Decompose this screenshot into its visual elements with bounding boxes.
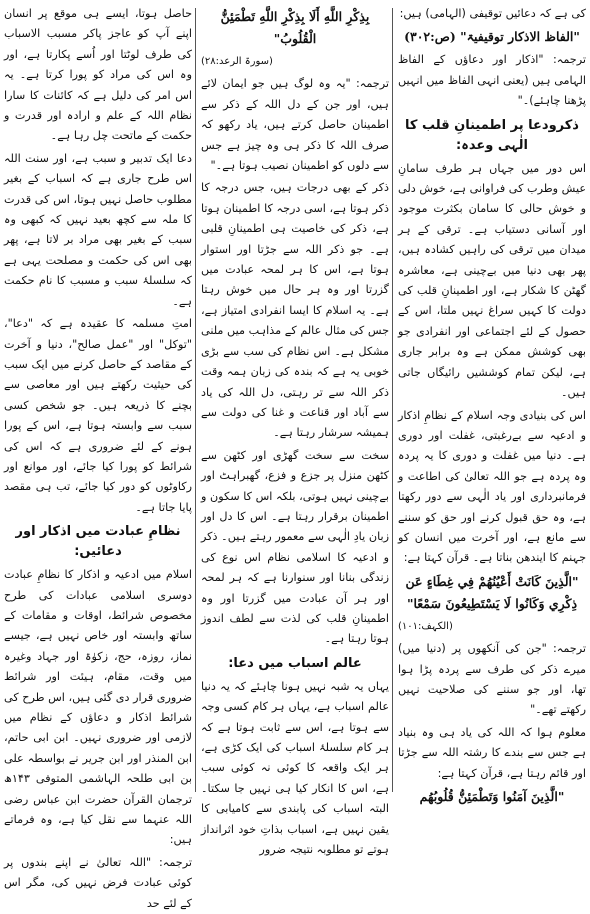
paragraph: سخت سے سخت گھڑی اور کٹھن سے کٹھن منزل پر جزع و فزع، گھبراہٹ اور بےچینی نہیں ہوتی، بلکہ اس کا سکون و اطمینان برقرار رہتا ہے۔ اس کا دل اور زبان یادِ الٰہی سے معمور رہتے ہیں۔ ذکر و ادعیہ کا اسلامی نظام اس نوع کی زندگی بنانا اور سنوارنا ہے کہ ہر لمحہ اور ہر آن عبادت میں گزرتا اور وہ اطمینانِ قلب کی لذت سے لطف اندوز ہوتا رہتا ہے۔ [201, 448, 389, 646]
paragraph: ترجمہ: "اذکار اور دعاؤں کے الفاظ الہامی ہیں (یعنی انہی الفاظ میں انہیں پڑھنا چاہئے)۔" [398, 53, 586, 108]
arabic-quote: "الَّذِينَ آمَنُوا وَتَطْمَئِنُّ قُلُوبُهُم [419, 789, 565, 804]
section-heading: عالم اسباب میں دعا: [228, 655, 362, 671]
column-middle [201, 4, 389, 857]
paragraph: دعا ایک تدبیر و سبب ہے، اور سنت اللہ اس طرح جاری ہے کہ اسباب کے بغیر مطلوب حاصل نہیں ہوتا، اس کی قدرت کا ملہ سے کچھ بعید نہیں کہ کبھی وہ سبب کے بغیر بھی مراد بر لاتا ہے، پھر بھی اس کی حکمت و مصلحت یہی ہے کہ سلسلۂ سبب و مسبب کا نام حکمت ہے۔ [4, 151, 192, 308]
translation: ترجمہ: "اللہ تعالیٰ نے اپنے بندوں پر کوئی عبادت فرض نہیں کی، مگر اس کے لئے حد [4, 855, 192, 910]
paragraph: امتِ مسلمہ کا عقیدہ ہے کہ "دعا"، "توکل" اور "عمل صالح"، دنیا و آخرت کے مقاصد کے حاصل کرنے میں ایک سبب کی حیثیت رکھتے ہیں اور معاصی سے بچنے کا ذریعہ ہیں۔ جو شخص کسی سبب سے وابستہ ہوتا ہے، اس کے پورا ہونے کے لئے ضروری ہے کہ اس کی شرائط کو پورا کیا جائے، اور موانع اور رکاوٹوں کو دور کیا جائے، تب ہی مقصد پایا جاتا ہے۔ [4, 317, 192, 514]
paragraph: ذکر کے بھی درجات ہیں، جس درجہ کا ذکر ہوتا ہے، اسی درجہ کا اطمینان ہوتا ہے، ذکر کی خاصیت ہی اطمینانِ قلبی ہے۔ جو ذکر اللہ سے جڑتا اور استوار ہوتا ہے، اس کا ہر لمحہ عبادت میں گزرتا اور وہ ہر حال میں خوش رہتا ہے۔ یہ اسلام کا ایسا انفرادی امتیاز ہے، جس کی مثال عالم کے مذاہب میں ملنی مشکل ہے۔ اس نظام کی سب سے بڑی خوبی یہ ہے کہ بندہ کی زبان ہمہ وقت ذکر اللہ سے تر رہتی، دل اللہ کی یاد سے آباد اور قناعت و غنا کی دولت سے ہمیشہ سرشار رہتا ہے۔ [201, 181, 389, 440]
column-left [4, 4, 192, 910]
paragraph: اس دور میں جہاں ہر طرف سامانِ عیش وطرب کی فراوانی ہے، خوش دلی و خوش حالی کا سامان بکثرت موجود اور آسانی دستیاب ہے۔ ترقی کے ہر میدان میں ترقی کی راہیں کشادہ ہیں، پھر بھی دنیا میں بےچینی ہے، معاشرہ گھٹن کا شکار ہے، اور اطمینانِ قلب کی دولت کا کہیں سراغ نہیں ملتا، اس کے حصول کے لئے اجتماعی اور انفرادی جو بھی کوشش ممکن ہے وہ برابر جاری ہے، لیکن تمام کوششیں رائیگاں جاتی ہیں۔ [398, 161, 586, 400]
paragraph: اس کی بنیادی وجہ اسلام کے نظامِ اذکار و ادعیہ سے بےرغبتی، غفلت اور دوری ہے۔ دنیا میں غفلت و دوری کا یہ پردہ وہ پردہ ہے جو اللہ تعالیٰ کی اطاعت و فرمانبرداری اور یاد الٰہی سے دور رکھتا ہے، وہ حق قبول کرنے اور حق کو سننے سے مانع ہے، اور آخرت میں انسان کو جہنم کا ایندھن بناتا ہے۔ قرآن کہتا ہے: [398, 408, 586, 565]
paragraph: اسلام میں ادعیہ و اذکار کا نظامِ عبادت دوسری اسلامی عبادات کی طرح مخصوص شرائط، اوقات و مقامات کے ساتھ وابستہ اور خاص نہیں ہے، جیسے نماز، روزہ، حج، زکوٰۃ اور جہاد وغیرہ میں وقت، مقام، ہیئت اور شرائط ضروری قرار دی گئی ہیں، اس طرح کی شرائط اذکار و دعاؤں کے نظام میں لازمی اور ضروری نہیں۔ ابن ابی حاتم، ابن المنذر اور ابن جریر نے بواسطہ علی بن ابی طلحہ الہاشمی المتوفی ۱۴۳ھ ترجمان القرآن حضرت ابن عباس رضی اللہ عنہما سے نقل کیا ہے، وہ فرماتے ہیں: [4, 568, 192, 847]
paragraph: کی ہے کہ دعائیں توقیفی (الہامی) ہیں: [399, 7, 586, 20]
column-right [398, 4, 586, 804]
translation: ترجمہ: "یہ وہ لوگ ہیں جو ایمان لائے ہیں، اور جن کے دل اللہ کے ذکر سے اطمینان حاصل کرتے ہیں، یاد رکھو کہ صرف اللہ کا ذکر ہی وہ چیز ہے جس سے دلوں کو اطمینان نصیب ہوتا ہے۔" [201, 77, 389, 173]
paragraph: حاصل ہوتا، ایسے ہی موقع پر انسان اپنے آپ کو عاجز پاکر مسبب الاسباب کی طرف لوٹتا اور اُسے پکارتا ہے، اور وہ اس کی مراد کو پورا کرتا ہے۔ یہ اس امر کی دلیل ہے کہ کائنات کا سارا نظام اللہ کے علم و ارادہ اور قدرت و حکمت کے ماتحت چل رہا ہے۔ [4, 7, 192, 143]
quran-reference: (الکہف:۱۰۱) [398, 620, 453, 632]
section-heading: نظامِ عبادت میں اذکار اور دعائیں: [15, 524, 181, 560]
arabic-quote: "الفاظ الاذکار توقیفیۃ" (ص:۳۰۲) [404, 29, 580, 45]
arabic-quote: "الَّذِينَ كَانَتْ أَعْيُنُهُمْ فِي غِطَاءٍ عَن ذِكْرِي وَكَانُوا لَا يَسْتَطِيعُونَ سَمْعًا" [405, 573, 579, 611]
paragraph: یہاں یہ شبہ نہیں ہونا چاہئے کہ یہ دنیا عالم اسباب ہے، یہاں ہر کام کسی وجہ سے ہوتا ہے، اس سے ثابت ہوتا ہے کہ ہر کام سلسلۂ اسباب کی ایک کڑی ہے، ہر ایک واقعہ کا کوئی نہ کوئی سبب ہے، اس کا انکار کیا ہی نہیں جا سکتا۔ البتہ اسباب کی پابندی سے کامیابی کا یقین نہیں ہے، اسباب بذاتِ خود اثرانداز ہوتے تو مطلوبہ نتیجہ ضرور [201, 679, 389, 857]
translation: ترجمہ: "جن کی آنکھوں پر (دنیا میں) میرے ذکر کی طرف سے پردہ پڑا ہوا تھا، اور جو سننے کی صلاحیت نہیں رکھتے تھے۔" [398, 642, 586, 717]
section-heading: ذکرودعا پر اطمینانِ قلب کا الٰہی وعدہ: [405, 117, 579, 153]
paragraph: معلوم ہوا کہ اللہ کی یاد ہی وہ بنیاد ہے جس سے بندے کا رشتہ اللہ سے جڑتا اور قائم رہتا ہے، قرآن کہتا ہے: [398, 725, 586, 780]
column-divider [392, 8, 393, 792]
quran-reference: (سورۃ الرعد:۲۸) [201, 56, 273, 67]
column-divider [195, 8, 196, 792]
arabic-quote: بِذِكْرِ اللَّهِ أَلَا بِذِكْرِ اللَّهِ تَطْمَئِنُّ الْقُلُوبُ" [220, 9, 370, 46]
